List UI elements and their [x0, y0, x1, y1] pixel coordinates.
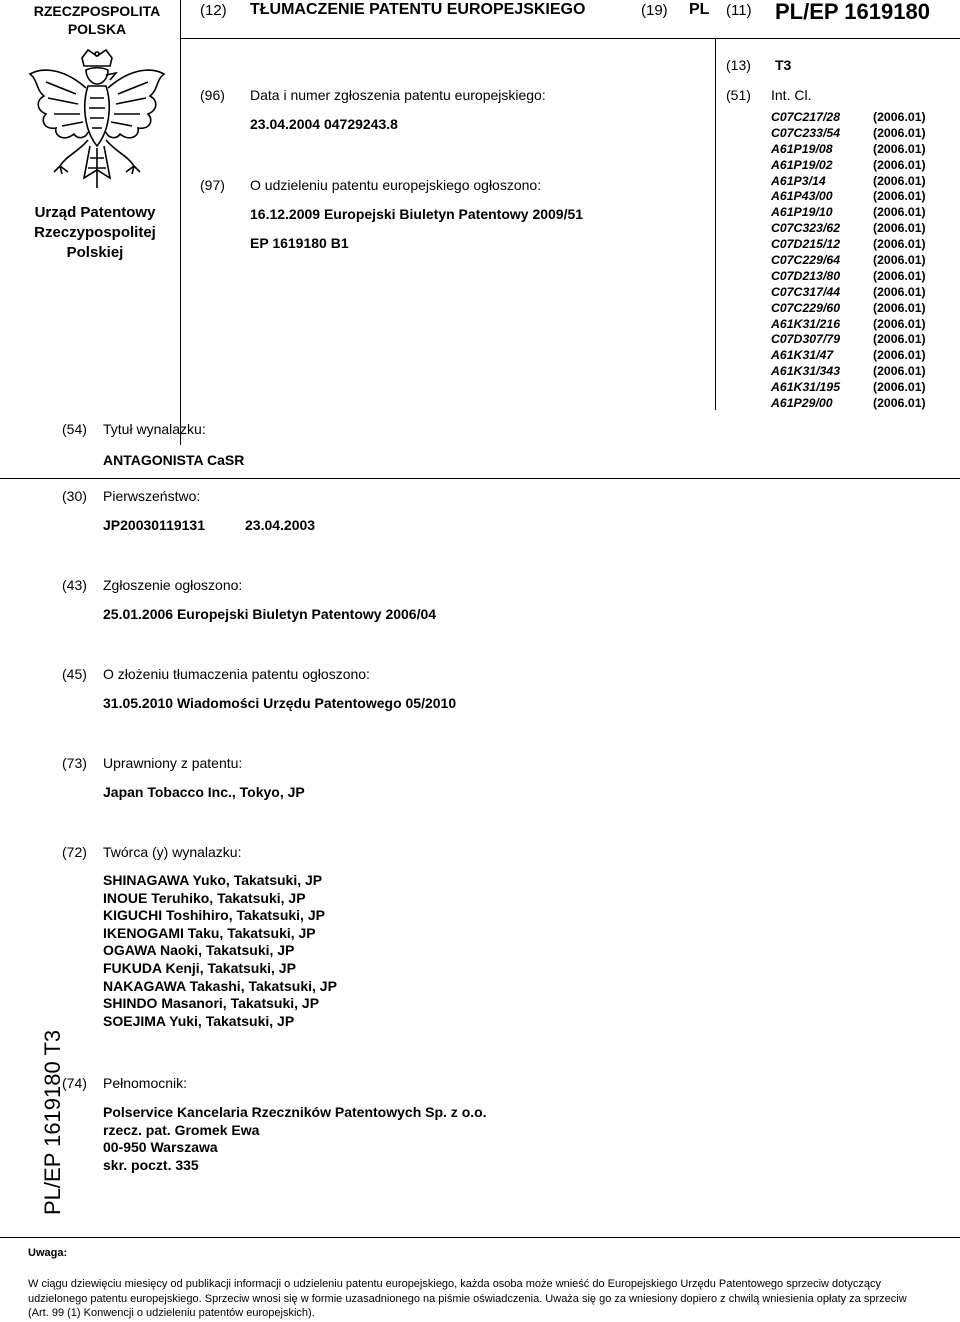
- agent-details: [103, 1104, 487, 1174]
- classification-year: (2006.01): [873, 189, 926, 204]
- classification-code: A61P29/00: [771, 396, 833, 411]
- classification-code: C07C229/60: [771, 300, 841, 315]
- classification-year: (2006.01): [873, 364, 926, 379]
- document-type-title: TŁUMACZENIE PATENTU EUROPEJSKIEGO: [250, 1, 586, 18]
- country-line-1: RZECZPOSPOLITA: [33, 3, 161, 19]
- proprietor-label: Uprawniony z patentu:: [103, 755, 243, 771]
- classification-code: A61K31/343: [771, 364, 841, 379]
- classification-year: (2006.01): [873, 396, 926, 411]
- notice-text: W ciągu dziewięciu miesięcy od publikacji informacji o udzieleniu patentu europejskiego, każda osoba może wnieść do Europejskiego Urzędu Patentowego sprzeciw dotyczący udzielonego patentu europejskiego. Sprzeciw wnosi się w formie uzasadnionego na piśmie oświadczenia. Uważa się go za wniesiony dopiero z chwilą wniesienia opłaty za sprzeciw (Art. 99 (1) Konwencji o udzieleniu patentów europejskich).: [28, 1278, 907, 1319]
- filing-label: Data i numer zgłoszenia patentu europejskiego:: [250, 87, 546, 103]
- classification-code: C07D215/12: [771, 237, 841, 252]
- classification-year: (2006.01): [873, 237, 926, 252]
- classification-year: (2006.01): [873, 268, 926, 283]
- classification-year: (2006.01): [873, 157, 926, 172]
- inid-96: (96): [200, 87, 225, 103]
- classification-code: A61K31/195: [771, 380, 841, 395]
- list-item: IKENOGAMI Taku, Takatsuki, JP: [103, 924, 316, 941]
- agent-line: Polservice Kancelaria Rzeczników Patentowych Sp. z o.o.: [103, 1104, 487, 1120]
- list-item: OGAWA Naoki, Takatsuki, JP: [103, 942, 295, 959]
- office-line-3: Polskiej: [66, 244, 124, 261]
- inid-97: (97): [200, 177, 225, 193]
- classification-year: (2006.01): [873, 110, 926, 124]
- agent-label: Pełnomocnik:: [103, 1075, 188, 1091]
- kind-code: T3: [775, 57, 792, 73]
- classification-code: A61P19/10: [771, 205, 833, 220]
- classification-code: C07C317/44: [771, 284, 841, 299]
- classification-code: C07D307/79: [771, 332, 841, 347]
- inid-19: (19): [641, 2, 668, 19]
- classification-codes: [771, 110, 840, 412]
- agent-line: 00-950 Warszawa: [103, 1139, 218, 1156]
- inid-51: (51): [726, 87, 751, 103]
- inid-11: (11): [726, 2, 752, 19]
- office-line-2: Rzeczypospolitej: [34, 224, 156, 241]
- classification-code: A61P19/02: [771, 157, 833, 172]
- country-name: [22, 2, 172, 38]
- header-rule: [180, 38, 960, 39]
- inid-73: (73): [62, 755, 87, 771]
- classification-code: C07D213/80: [771, 268, 841, 283]
- inventors-label: Twórca (y) wynalazku:: [103, 844, 242, 860]
- notice-label: Uwaga:: [28, 1247, 68, 1259]
- classification-years: [873, 110, 926, 412]
- classification-code: A61K31/216: [771, 316, 841, 331]
- classification-code: A61P19/08: [771, 141, 833, 156]
- proprietor-value: Japan Tobacco Inc., Tokyo, JP: [103, 784, 305, 800]
- classification-year: (2006.01): [873, 173, 926, 188]
- translation-value: 31.05.2010 Wiadomości Urzędu Patentowego 05/2010: [103, 695, 457, 711]
- invention-title: ANTAGONISTA CaSR: [103, 452, 245, 468]
- title-rule: [0, 478, 960, 479]
- eagle-emblem-icon: [26, 48, 168, 196]
- inid-72: (72): [62, 844, 87, 860]
- header-divider-left: [180, 0, 181, 445]
- list-item: SHINDO Masanori, Takatsuki, JP: [103, 995, 320, 1012]
- office-line-1: Urząd Patentowy: [34, 204, 156, 221]
- classification-year: (2006.01): [873, 300, 926, 315]
- classification-year: (2006.01): [873, 205, 926, 220]
- classification-code: A61K31/47: [771, 348, 834, 363]
- list-item: SHINAGAWA Yuko, Takatsuki, JP: [103, 872, 323, 888]
- classification-year: (2006.01): [873, 332, 926, 347]
- list-item: NAKAGAWA Takashi, Takatsuki, JP: [103, 977, 337, 994]
- inid-54: (54): [62, 421, 87, 437]
- classification-year: (2006.01): [873, 221, 926, 236]
- side-patent-number: PL/EP 1619180 T3: [40, 1029, 65, 1215]
- classification-year: (2006.01): [873, 125, 926, 140]
- inid-13: (13): [726, 57, 751, 73]
- patent-office-name: [15, 203, 175, 263]
- country-line-2: POLSKA: [67, 21, 127, 37]
- agent-line: skr. poczt. 335: [103, 1156, 199, 1173]
- translation-label: O złożeniu tłumaczenia patentu ogłoszono:: [103, 666, 370, 682]
- inid-43: (43): [62, 577, 87, 593]
- filing-value: 23.04.2004 04729243.8: [250, 116, 398, 132]
- inventor-list: [103, 872, 337, 1030]
- inid-12: (12): [200, 2, 227, 19]
- classification-year: (2006.01): [873, 253, 926, 268]
- classification-year: (2006.01): [873, 380, 926, 395]
- list-item: FUKUDA Kenji, Takatsuki, JP: [103, 959, 296, 976]
- application-publication-label: Zgłoszenie ogłoszono:: [103, 577, 243, 593]
- list-item: INOUE Teruhiko, Takatsuki, JP: [103, 889, 306, 906]
- classification-code: C07C233/54: [771, 125, 841, 140]
- priority-label: Pierwszeństwo:: [103, 488, 201, 504]
- grant-value: 16.12.2009 Europejski Biuletyn Patentowy 2009/51: [250, 206, 584, 222]
- inid-74: (74): [62, 1075, 87, 1091]
- intcl-divider: [715, 38, 716, 410]
- agent-line: rzecz. pat. Gromek Ewa: [103, 1121, 260, 1138]
- classification-year: (2006.01): [873, 141, 926, 156]
- classification-code: C07C229/64: [771, 253, 841, 268]
- classification-year: (2006.01): [873, 348, 926, 363]
- list-item: SOEJIMA Yuki, Takatsuki, JP: [103, 1012, 295, 1029]
- classification-year: (2006.01): [873, 316, 926, 331]
- classification-code: C07C217/28: [771, 110, 841, 124]
- inid-30: (30): [62, 488, 87, 504]
- classification-year: (2006.01): [873, 284, 926, 299]
- country-code: PL: [689, 1, 710, 18]
- classification-code: A61P43/00: [771, 189, 833, 204]
- patent-number: PL/EP 1619180: [775, 0, 930, 24]
- intcl-label: Int. Cl.: [771, 87, 812, 103]
- list-item: KIGUCHI Toshihiro, Takatsuki, JP: [103, 907, 325, 924]
- priority-date: 23.04.2003: [245, 517, 316, 533]
- grant-label: O udzieleniu patentu europejskiego ogłoszono:: [250, 177, 542, 193]
- grant-publication: EP 1619180 B1: [250, 235, 349, 251]
- classification-code: C07C323/62: [771, 221, 841, 236]
- notice-rule: [0, 1237, 960, 1238]
- application-publication-value: 25.01.2006 Europejski Biuletyn Patentowy 2006/04: [103, 606, 437, 622]
- inid-45: (45): [62, 666, 87, 682]
- priority-number: JP20030119131: [103, 517, 205, 533]
- classification-code: A61P3/14: [771, 173, 826, 188]
- title-label: Tytuł wynalazku:: [103, 421, 206, 437]
